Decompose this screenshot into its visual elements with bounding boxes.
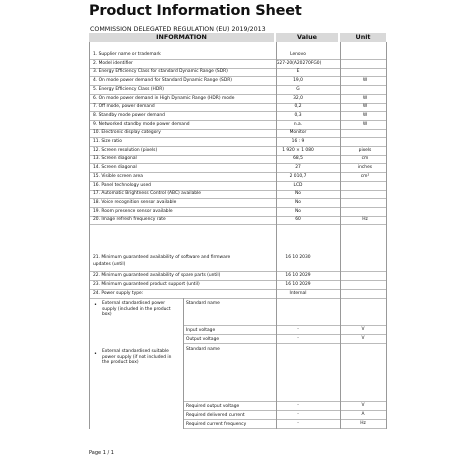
- ps-field-value: -: [297, 412, 299, 417]
- row-value: No: [295, 199, 301, 205]
- row-value: n.a.: [293, 121, 303, 127]
- ps-field-unit: V: [361, 327, 365, 332]
- table-row: [89, 77, 386, 86]
- table-row: [89, 199, 386, 208]
- table-row: [89, 68, 386, 77]
- table-row: [89, 182, 386, 191]
- table-row: [89, 281, 386, 290]
- bullet-dot: •: [94, 351, 97, 357]
- table-row: [89, 51, 386, 60]
- table-row: [89, 103, 386, 112]
- row-value: 0,2: [294, 104, 302, 110]
- row-value: 16 10 2029: [285, 273, 311, 278]
- row-value: 16 10 2029: [285, 282, 311, 287]
- ps1-label: External standardised power supply (included in the product box): [102, 301, 171, 318]
- ps-field-name: Standard name: [186, 301, 220, 306]
- row-label: 24. Power supply type:: [93, 291, 144, 296]
- table-row: [89, 272, 386, 281]
- row-value: 19,0: [293, 78, 303, 84]
- row-value: 68,5: [293, 156, 303, 162]
- ps2-row: [183, 419, 386, 429]
- row-unit: Hz: [362, 217, 368, 223]
- row-unit: cm²: [360, 173, 370, 179]
- table-row: [89, 147, 386, 156]
- table-row: [89, 129, 386, 138]
- page-footer: Page 1 / 1: [89, 450, 114, 456]
- row-label: 15. Visible screen area: [93, 173, 143, 179]
- ps-field-name: Input voltage: [186, 328, 216, 333]
- row-label: 14. Screen diagonal: [93, 165, 137, 171]
- table-row: [89, 60, 386, 69]
- ps-divider: [183, 298, 184, 429]
- row-label: 13. Screen diagonal: [93, 156, 137, 162]
- row-unit: W: [362, 95, 368, 101]
- row-value: G27-20(A20270FG0): [276, 60, 322, 66]
- ps2-label: External standardised suitable power supply (if not included in the product box): [102, 349, 172, 366]
- row-value: 16 10 2030: [285, 255, 311, 260]
- row-value: 0,3: [294, 112, 302, 118]
- row-value: G: [296, 86, 300, 92]
- row-unit: cm: [361, 156, 369, 162]
- bullet-dot: •: [94, 302, 97, 308]
- ps-field-value: -: [297, 336, 299, 341]
- ps-field-unit: V: [361, 336, 365, 341]
- row-value: Monitor: [289, 130, 307, 136]
- row-unit: W: [362, 121, 368, 127]
- row-value: Lenovo: [290, 52, 306, 57]
- row-label: 23. Minimum guaranteed product support (until): [93, 282, 200, 287]
- ps-field-value: -: [297, 403, 299, 408]
- row-value: No: [295, 191, 301, 197]
- table-row: [89, 190, 386, 199]
- table-border-left: [89, 42, 90, 429]
- row-value: No: [295, 208, 301, 214]
- table-row: [89, 164, 386, 173]
- row-value: 16 : 9: [291, 139, 305, 144]
- row-value: 2 010,7: [289, 173, 307, 179]
- table-row: [89, 155, 386, 164]
- ps-field-unit: Hz: [360, 421, 366, 426]
- row-label: 10. Electronic display category: [93, 130, 161, 136]
- header-value: Value: [276, 33, 338, 42]
- header-unit: Unit: [340, 33, 386, 42]
- ps1-row: [183, 298, 386, 326]
- row-label: 16. Panel technology used: [93, 182, 151, 188]
- table-row: [89, 112, 386, 121]
- row-value: E: [296, 69, 300, 75]
- table-row: [89, 208, 386, 217]
- row-label: 11. Size ratio: [93, 139, 122, 144]
- table-row: [89, 138, 386, 147]
- row-label: 8. Standby mode power demand: [93, 112, 165, 118]
- page-title: Product Information Sheet: [89, 3, 302, 19]
- row-label: 1. Supplier name or trademark: [93, 52, 161, 57]
- row-label: 22. Minimum guaranteed availability of spare parts (until): [93, 273, 221, 278]
- row-unit: W: [362, 78, 368, 84]
- header-information: INFORMATION: [89, 33, 274, 42]
- row-label-cont: updates (until): [93, 262, 126, 267]
- row-label: 2. Model identifier: [93, 60, 133, 66]
- row-label: 17. Automatic Brightness Control (ABC) available: [93, 191, 201, 197]
- row-value: LCD: [293, 182, 303, 188]
- row-value: 1 920 × 1 080: [282, 147, 314, 153]
- row-label: 20. Image refresh frequency rate: [93, 217, 166, 223]
- row-label: 4. On mode power demand for Standard Dynamic Range (SDR): [93, 78, 232, 84]
- row-unit: W: [362, 104, 368, 110]
- page-subtitle: COMMISSION DELEGATED REGULATION (EU) 2019/2013: [90, 26, 266, 33]
- row-value: 32,0: [293, 95, 303, 101]
- table-row: [89, 95, 386, 104]
- row-value: 27: [295, 165, 301, 171]
- row-label: 7. Off mode, power demand: [93, 104, 155, 110]
- table-row: [89, 173, 386, 182]
- ps-field-unit: V: [361, 403, 365, 408]
- ps1-row: [183, 334, 386, 344]
- row-value: Internal: [289, 291, 307, 296]
- ps-field-name: Required delivered current: [186, 413, 245, 418]
- table-border-right: [386, 42, 387, 429]
- ps2-row: [183, 344, 386, 402]
- table-divider-unit: [340, 42, 341, 429]
- row-label: 6. On mode power demand in High Dynamic Range (HDR) mode: [93, 95, 235, 101]
- ps-field-unit: A: [361, 412, 365, 417]
- ps-field-name: Output voltage: [186, 337, 220, 342]
- row-value: 60: [295, 217, 301, 223]
- row-label: 9. Networked standby mode power demand: [93, 121, 190, 127]
- ps-field-name: Required output voltage: [186, 404, 240, 409]
- table-divider-value: [276, 42, 277, 429]
- row-unit: inches: [357, 165, 373, 171]
- row-label: 21. Minimum guaranteed availability of software and firmware: [93, 255, 231, 260]
- row-label: 3. Energy Efficiency Class for standard Dynamic Range (SDR): [93, 69, 228, 75]
- ps-field-name: Required current frequency: [186, 422, 247, 427]
- row-label: 12. Screen resolution (pixels): [93, 147, 158, 153]
- row-label: 19. Room presence sensor available: [93, 208, 173, 214]
- ps-field-value: -: [297, 421, 299, 426]
- table-row: [89, 254, 386, 272]
- row-unit: pixels: [358, 147, 372, 153]
- table-row: [89, 216, 386, 225]
- row-unit: W: [362, 112, 368, 118]
- table-row: [89, 121, 386, 130]
- row-label: 5. Energy Efficiency Class (HDR): [93, 86, 165, 92]
- table-row: [89, 86, 386, 95]
- ps-field-value: -: [297, 327, 299, 332]
- row-label: 18. Voice recognition sensor available: [93, 199, 177, 205]
- ps-field-name: Standard name: [186, 347, 220, 352]
